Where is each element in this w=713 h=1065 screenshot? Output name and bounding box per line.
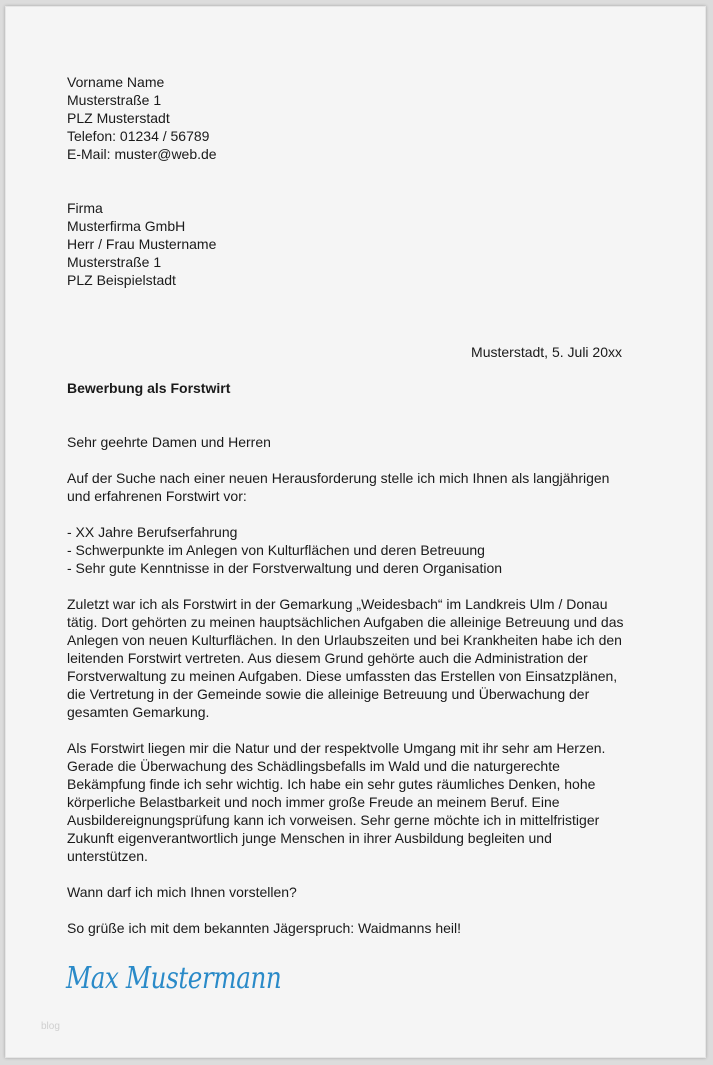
recipient-company: Musterfirma GmbH — [67, 218, 186, 234]
paragraph-line: Zuletzt war ich als Forstwirt in der Gemarkung „Weidesbach“ im Landkreis Ulm / Donau — [67, 596, 608, 612]
sender-city: PLZ Musterstadt — [67, 110, 170, 126]
paragraph-line: tätig. Dort gehörten zu meinen hauptsächlichen Aufgaben die alleinige Betreuung und das — [67, 614, 624, 630]
letter-content — [67, 73, 627, 937]
sender-address — [67, 73, 627, 163]
experience-paragraph — [67, 595, 627, 721]
recipient-street: Musterstraße 1 — [67, 254, 162, 270]
recipient-city: PLZ Beispielstadt — [67, 272, 176, 288]
letter-date: Musterstadt, 5. Juli 20xx — [471, 344, 622, 360]
closing-line: So grüße ich mit dem bekannten Jägerspruch: Waidmanns heil! — [67, 920, 462, 936]
letter-subject: Bewerbung als Forstwirt — [67, 380, 231, 396]
sender-phone: Telefon: 01234 / 56789 — [67, 128, 210, 144]
sender-name: Vorname Name — [67, 74, 165, 90]
paragraph-line: Forstverwaltung zu meinen Aufgaben. Diese umfassten das Erstellen von Einsatzplänen, — [67, 668, 618, 684]
intro-line: Auf der Suche nach einer neuen Herausforderung stelle ich mich Ihnen als langjährigen — [67, 470, 610, 486]
intro-paragraph — [67, 469, 627, 505]
list-item: - XX Jahre Berufserfahrung — [67, 524, 238, 540]
paragraph-line: Ausbildereignungsprüfung kann ich vorweisen. Sehr gerne möchte ich in mittelfristiger — [67, 812, 600, 828]
paragraph-line: körperliche Belastbarkeit und noch immer große Freude an meinem Beruf. Eine — [67, 794, 560, 810]
signature: Max Mustermann — [66, 961, 282, 996]
paragraph-line: Zukunft eigenverantwortlich junge Menschen in ihrer Ausbildung begleiten und — [67, 830, 552, 846]
intro-line: und erfahrenen Forstwirt vor: — [67, 488, 247, 504]
paragraph-line: leitenden Forstwirt vertreten. Aus diesem Grund gehörte auch die Administration der — [67, 650, 588, 666]
paragraph-line: Bekämpfung finde ich sehr wichtig. Ich habe ein sehr gutes räumliches Denken, hohe — [67, 776, 596, 792]
paragraph-line: unterstützen. — [67, 848, 148, 864]
interview-question: Wann darf ich mich Ihnen vorstellen? — [67, 884, 297, 900]
sender-street: Musterstraße 1 — [67, 92, 162, 108]
paragraph-line: gesamten Gemarkung. — [67, 704, 210, 720]
paragraph-line: Als Forstwirt liegen mir die Natur und der respektvolle Umgang mit ihr sehr am Herzen. — [67, 740, 606, 756]
salutation: Sehr geehrte Damen und Herren — [67, 434, 271, 450]
list-item: - Sehr gute Kenntnisse in der Forstverwaltung und deren Organisation — [67, 560, 503, 576]
recipient-company-label: Firma — [67, 200, 103, 216]
recipient-contact: Herr / Frau Mustername — [67, 236, 217, 252]
letter-page — [5, 6, 706, 1058]
qualification-list — [67, 523, 627, 577]
sender-email: E-Mail: muster@web.de — [67, 146, 217, 162]
list-item: - Schwerpunkte im Anlegen von Kulturflächen und deren Betreuung — [67, 542, 485, 558]
watermark: blog — [41, 1021, 60, 1032]
motivation-paragraph — [67, 739, 627, 865]
paragraph-line: Anlegen von neuen Kulturflächen. In den Urlaubszeiten und bei Krankheiten habe ich den — [67, 632, 622, 648]
recipient-address — [67, 181, 627, 289]
paragraph-line: Gerade die Überwachung des Schädlingsbefalls im Wald und die naturgerechte — [67, 758, 560, 774]
paragraph-line: die Vertretung in der Gemeinde sowie die alleinige Betreuung und Überwachung der — [67, 686, 590, 702]
